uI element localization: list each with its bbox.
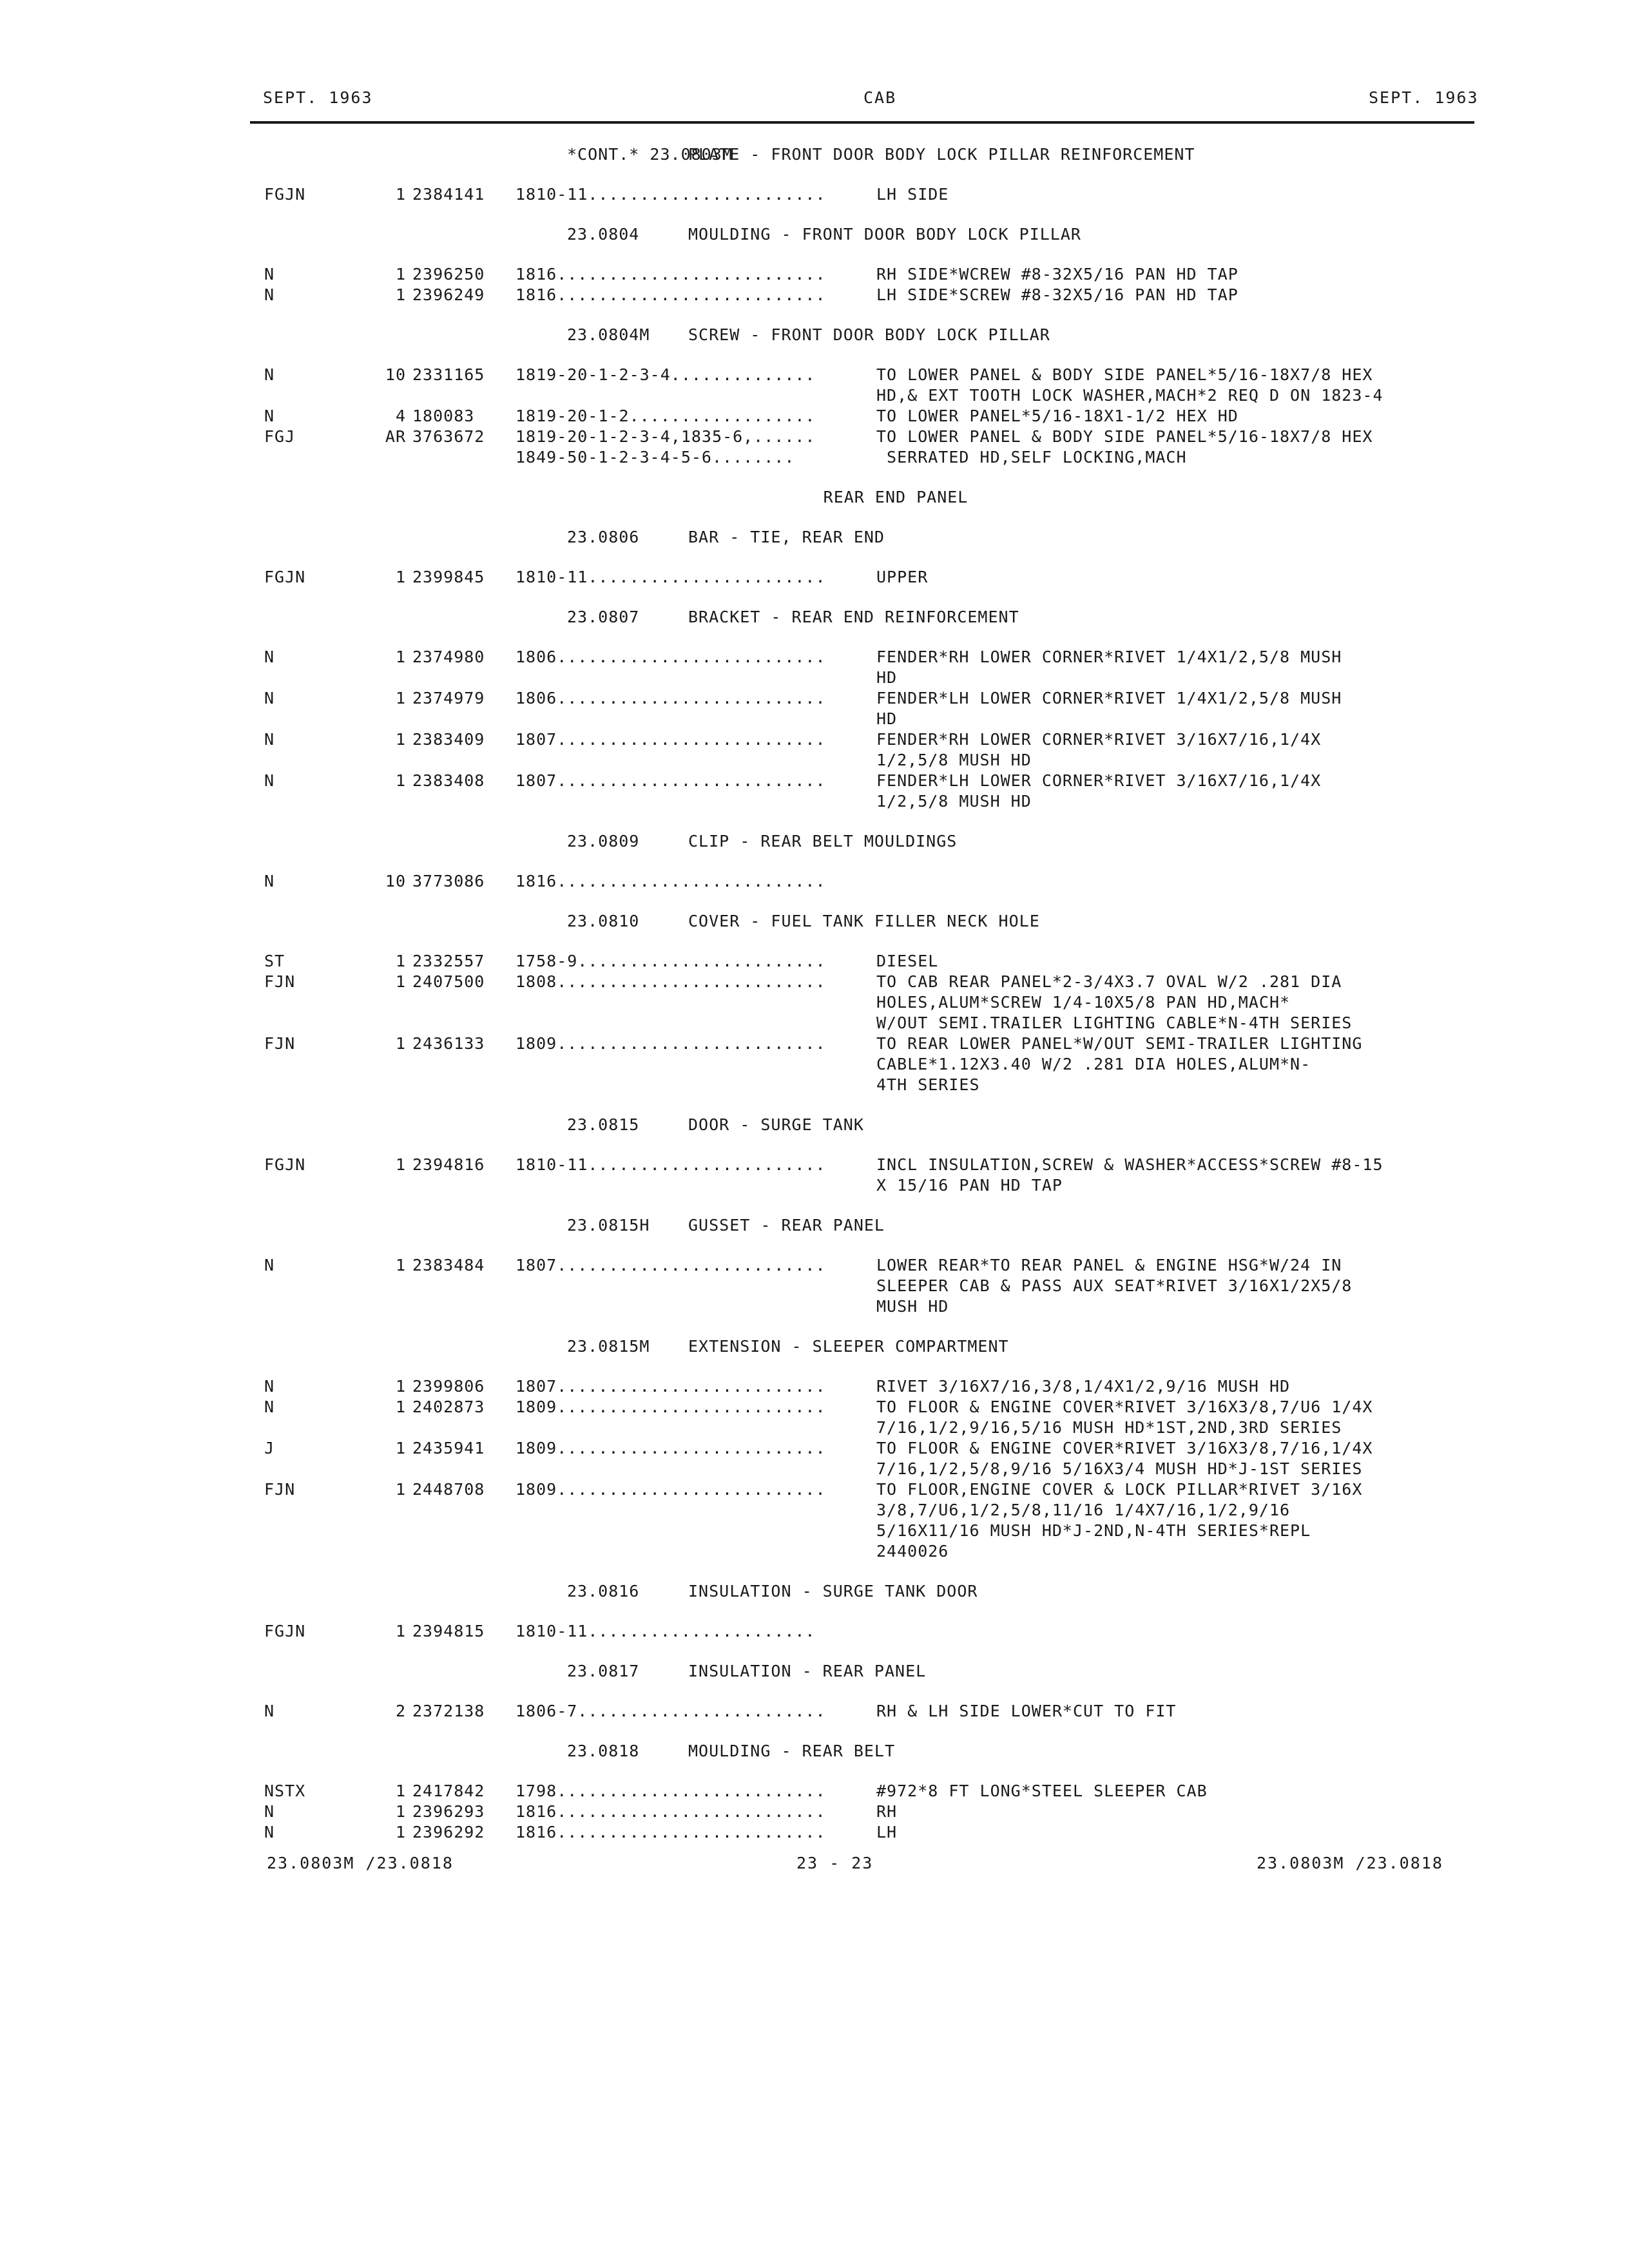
part-entry-line [0,184,1629,205]
parts-list [0,144,1629,1843]
model-reference: 1807.......................... [516,771,826,790]
part-description: LH [876,1823,898,1841]
quantity: 1 [395,1802,406,1821]
model-reference: 1807.......................... [516,1377,826,1396]
model-reference: 1810-11...................... [516,1622,816,1640]
section-heading [0,487,1629,508]
model-code: N [264,1802,275,1821]
section-heading [0,831,1629,852]
model-code: FGJN [264,185,306,204]
part-description: CABLE*1.12X3.40 W/2 .281 DIA HOLES,ALUM*N- [876,1055,1311,1073]
part-description: TO FLOOR & ENGINE COVER*RIVET 3/16X3/8,7/16,1/4X [876,1439,1373,1457]
model-reference: 1808.......................... [516,972,826,991]
section-heading [0,325,1629,345]
model-code: FJN [264,972,296,991]
quantity: 1 [395,1155,406,1174]
part-description: DIESEL [876,952,939,970]
model-reference: 1809.......................... [516,1398,826,1416]
footer-range-left: 23.0803M /23.0818 [267,1854,454,1872]
quantity: 1 [395,1782,406,1800]
part-description: HD [876,709,898,728]
part-description: TO FLOOR & ENGINE COVER*RIVET 3/16X3/8,7/U6 1/4X [876,1398,1373,1416]
part-description: 2440026 [876,1542,949,1561]
quantity: 1 [395,1439,406,1457]
section-title: CLIP - REAR BELT MOULDINGS [688,832,958,850]
part-number: 2394815 [412,1622,485,1640]
section-title: BAR - TIE, REAR END [688,528,885,546]
part-entry [0,688,1629,729]
part-entry-line [0,1822,1629,1843]
quantity: 10 [385,872,406,890]
model-reference: 1798.......................... [516,1782,826,1800]
model-code: N [264,730,275,749]
part-description: 3/8,7/U6,1/2,5/8,11/16 1/4X7/16,1/2,9/16 [876,1501,1291,1519]
section-heading [0,607,1629,628]
part-entry [0,365,1629,406]
part-entry-line [0,1802,1629,1822]
model-code: FGJ [264,427,296,446]
model-reference: 1810-11....................... [516,185,826,204]
section-code: 23.0815H [567,1216,650,1235]
part-description: FENDER*RH LOWER CORNER*RIVET 3/16X7/16,1/4X [876,730,1322,749]
part-number: 2374979 [412,689,485,707]
part-number: 180083 [412,407,475,425]
section-heading [0,527,1629,548]
part-entry-line [0,567,1629,588]
model-reference: 1807.......................... [516,730,826,749]
part-entry-line [0,791,1629,812]
part-description: MUSH HD [876,1297,949,1316]
part-description: LH SIDE [876,185,949,204]
model-reference: 1809.......................... [516,1034,826,1053]
part-entry-line [0,1033,1629,1054]
part-entry-line [0,951,1629,972]
part-entry-line [0,1701,1629,1722]
section-title: EXTENSION - SLEEPER COMPARTMENT [688,1337,1009,1356]
part-entry [0,1376,1629,1397]
part-description: FENDER*LH LOWER CORNER*RIVET 3/16X7/16,1/4X [876,771,1322,790]
quantity: 1 [395,771,406,790]
part-entry-line [0,1296,1629,1317]
part-entry [0,264,1629,285]
model-code: FGJN [264,568,306,586]
part-entry-line [0,1459,1629,1479]
part-entry-line [0,992,1629,1013]
model-code: N [264,265,275,284]
part-entry-line [0,871,1629,892]
part-entry-line [0,447,1629,468]
page-number: 23 - 23 [796,1854,874,1872]
part-entry [0,567,1629,588]
section-heading [0,144,1629,165]
part-entry-line [0,1075,1629,1095]
model-reference: 1816.......................... [516,265,826,284]
model-reference: 1816.......................... [516,1823,826,1841]
part-entry [0,1781,1629,1802]
quantity: 1 [395,1256,406,1274]
part-entry-line [0,1438,1629,1459]
part-entry-line [0,1521,1629,1541]
part-description: INCL INSULATION,SCREW & WASHER*ACCESS*SCREW #8-15 [876,1155,1383,1174]
part-description: SERRATED HD,SELF LOCKING,MACH [876,448,1187,466]
model-reference: 1819-20-1-2.................. [516,407,816,425]
part-entry-line [0,688,1629,709]
part-description: UPPER [876,568,929,586]
part-entry [0,184,1629,205]
header-rule [250,121,1474,124]
part-description: HOLES,ALUM*SCREW 1/4-10X5/8 PAN HD,MACH* [876,993,1291,1012]
part-description: TO LOWER PANEL & BODY SIDE PANEL*5/16-18X7/8 HEX [876,365,1373,384]
part-entry [0,972,1629,1033]
model-reference: 1806.......................... [516,689,826,707]
part-entry-line [0,1376,1629,1397]
model-code: FGJN [264,1622,306,1640]
part-description: 1/2,5/8 MUSH HD [876,792,1032,811]
part-description: RH [876,1802,898,1821]
model-code: ST [264,952,285,970]
model-code: N [264,1398,275,1416]
part-entry [0,1397,1629,1438]
quantity: 1 [395,1377,406,1396]
section-code: 23.0818 [567,1742,640,1760]
part-number: 2396249 [412,285,485,304]
part-number: 2436133 [412,1034,485,1053]
part-entry [0,1822,1629,1843]
section-title: BRACKET - REAR END REINFORCEMENT [688,608,1019,626]
section-heading [0,911,1629,932]
model-reference: 1816.......................... [516,1802,826,1821]
model-reference: 1806.......................... [516,648,826,666]
part-entry [0,406,1629,427]
section-code: 23.0807 [567,608,640,626]
model-code: N [264,648,275,666]
header-title: CAB [863,88,897,107]
quantity: 4 [395,407,406,425]
quantity: 1 [395,648,406,666]
part-description: TO LOWER PANEL & BODY SIDE PANEL*5/16-18X7/8 HEX [876,427,1373,446]
part-number: 2383408 [412,771,485,790]
part-description: 7/16,1/2,5/8,9/16 5/16X3/4 MUSH HD*J-1ST SERIES [876,1459,1363,1478]
part-entry [0,729,1629,771]
part-number: 2396292 [412,1823,485,1841]
part-entry [0,447,1629,468]
part-description: LOWER REAR*TO REAR PANEL & ENGINE HSG*W/24 IN [876,1256,1342,1274]
part-number: 2435941 [412,1439,485,1457]
model-code: N [264,407,275,425]
section-code: 23.0815M [567,1337,650,1356]
section-title: INSULATION - REAR PANEL [688,1662,927,1680]
part-description: X 15/16 PAN HD TAP [876,1176,1063,1195]
part-description: RIVET 3/16X7/16,3/8,1/4X1/2,9/16 MUSH HD [876,1377,1291,1396]
section-title: GUSSET - REAR PANEL [688,1216,885,1235]
model-code: J [264,1439,275,1457]
model-code: FJN [264,1480,296,1499]
header-date-left: SEPT. 1963 [263,88,373,107]
model-code: N [264,771,275,790]
part-entry-line [0,285,1629,305]
section-code: 23.0816 [567,1582,640,1600]
part-entry-line [0,972,1629,992]
model-reference: 1849-50-1-2-3-4-5-6........ [516,448,795,466]
section-title: PLATE - FRONT DOOR BODY LOCK PILLAR REINFORCEMENT [688,145,1195,164]
part-entry-line [0,771,1629,791]
model-reference: 1810-11....................... [516,1155,826,1174]
part-description: 5/16X11/16 MUSH HD*J-2ND,N-4TH SERIES*REPL [876,1521,1311,1540]
quantity: 1 [395,1034,406,1053]
quantity: 1 [395,1480,406,1499]
part-number: 2396250 [412,265,485,284]
section-title: INSULATION - SURGE TANK DOOR [688,1582,978,1600]
part-entry-line [0,1276,1629,1296]
model-reference: 1810-11....................... [516,568,826,586]
header-date-right: SEPT. 1963 [1369,88,1479,107]
quantity: 1 [395,1823,406,1841]
model-code: N [264,1702,275,1720]
part-entry-line [0,1621,1629,1642]
quantity: 1 [395,689,406,707]
quantity: 1 [395,568,406,586]
part-entry-line [0,1781,1629,1802]
part-entry-line [0,385,1629,406]
part-description: RH SIDE*WCREW #8-32X5/16 PAN HD TAP [876,265,1239,284]
model-code: N [264,872,275,890]
part-entry [0,1155,1629,1196]
quantity: 1 [395,285,406,304]
section-title: MOULDING - FRONT DOOR BODY LOCK PILLAR [688,225,1081,244]
part-description: HD,& EXT TOOTH LOCK WASHER,MACH*2 REQ D ON 1823-4 [876,386,1383,405]
part-number: 2448708 [412,1480,485,1499]
part-entry-line [0,264,1629,285]
part-number: 3773086 [412,872,485,890]
part-entry-line [0,1500,1629,1521]
model-reference: 1819-20-1-2-3-4.............. [516,365,816,384]
quantity: 1 [395,972,406,991]
model-reference: 1816.......................... [516,872,826,890]
part-entry-line [0,1397,1629,1418]
part-entry [0,771,1629,812]
part-number: 2399806 [412,1377,485,1396]
part-entry [0,1802,1629,1822]
part-entry-line [0,1479,1629,1500]
part-entry [0,1255,1629,1317]
part-entry-line [0,1054,1629,1075]
part-entry-line [0,1255,1629,1276]
part-entry-line [0,750,1629,771]
part-entry-line [0,1418,1629,1438]
section-heading [0,1215,1629,1236]
model-reference: 1816.......................... [516,285,826,304]
model-code: N [264,689,275,707]
part-entry-line [0,365,1629,385]
quantity: 2 [395,1702,406,1720]
part-number: 2331165 [412,365,485,384]
model-code: N [264,1256,275,1274]
section-heading [0,1741,1629,1762]
section-title: COVER - FUEL TANK FILLER NECK HOLE [688,912,1040,930]
part-number: 2394816 [412,1155,485,1174]
part-description: #972*8 FT LONG*STEEL SLEEPER CAB [876,1782,1208,1800]
part-entry-line [0,1175,1629,1196]
part-description: HD [876,668,898,687]
part-entry-line [0,709,1629,729]
model-code: FGJN [264,1155,306,1174]
model-reference: 1758-9........................ [516,952,826,970]
section-code: 23.0809 [567,832,640,850]
part-description: TO FLOOR,ENGINE COVER & LOCK PILLAR*RIVET 3/16X [876,1480,1363,1499]
model-reference: 1809.......................... [516,1480,826,1499]
model-code: NSTX [264,1782,306,1800]
model-reference: 1807.......................... [516,1256,826,1274]
part-entry [0,1438,1629,1479]
part-entry-line [0,668,1629,688]
part-description: 7/16,1/2,9/16,5/16 MUSH HD*1ST,2ND,3RD SERIES [876,1418,1342,1437]
part-entry [0,647,1629,688]
part-entry [0,1621,1629,1642]
part-description: TO REAR LOWER PANEL*W/OUT SEMI-TRAILER LIGHTING [876,1034,1363,1053]
section-code: 23.0810 [567,912,640,930]
part-description: RH & LH SIDE LOWER*CUT TO FIT [876,1702,1177,1720]
model-code: N [264,1377,275,1396]
part-entry [0,1701,1629,1722]
quantity: 1 [395,1398,406,1416]
part-description: TO CAB REAR PANEL*2-3/4X3.7 OVAL W/2 .281 DIA [876,972,1342,991]
part-entry-line [0,406,1629,427]
quantity: 1 [395,265,406,284]
section-code: *CONT.* 23.0803M [567,145,733,164]
model-code: N [264,1823,275,1841]
section-heading [0,1336,1629,1357]
part-description: W/OUT SEMI.TRAILER LIGHTING CABLE*N-4TH SERIES [876,1014,1353,1032]
section-code: 23.0817 [567,1662,640,1680]
part-number: 2399845 [412,568,485,586]
part-entry [0,427,1629,447]
quantity: AR [385,427,406,446]
section-title: MOULDING - REAR BELT [688,1742,896,1760]
part-entry-line [0,1013,1629,1033]
part-number: 2372138 [412,1702,485,1720]
quantity: 1 [395,730,406,749]
part-number: 2332557 [412,952,485,970]
section-heading [0,1661,1629,1682]
part-description: LH SIDE*SCREW #8-32X5/16 PAN HD TAP [876,285,1239,304]
quantity: 10 [385,365,406,384]
part-entry [0,1033,1629,1095]
part-entry-line [0,1541,1629,1562]
part-description: 4TH SERIES [876,1075,980,1094]
section-code: 23.0804M [567,325,650,344]
part-number: 2402873 [412,1398,485,1416]
model-code: N [264,365,275,384]
section-code: 23.0804 [567,225,640,244]
model-reference: 1809.......................... [516,1439,826,1457]
part-entry [0,871,1629,892]
part-number: 2417842 [412,1782,485,1800]
part-description: 1/2,5/8 MUSH HD [876,751,1032,769]
part-number: 2383484 [412,1256,485,1274]
model-code: FJN [264,1034,296,1053]
part-description: FENDER*RH LOWER CORNER*RIVET 1/4X1/2,5/8 MUSH [876,648,1342,666]
part-number: 2384141 [412,185,485,204]
section-heading [0,224,1629,245]
part-number: 2383409 [412,730,485,749]
part-entry-line [0,729,1629,750]
section-heading [0,1581,1629,1602]
part-entry [0,1479,1629,1562]
part-description: TO LOWER PANEL*5/16-18X1-1/2 HEX HD [876,407,1239,425]
section-code: 23.0806 [567,528,640,546]
part-description: FENDER*LH LOWER CORNER*RIVET 1/4X1/2,5/8 MUSH [876,689,1342,707]
part-entry [0,285,1629,305]
model-reference: 1819-20-1-2-3-4,1835-6,...... [516,427,816,446]
section-code: 23.0815 [567,1115,640,1134]
part-number: 2396293 [412,1802,485,1821]
part-number: 3763672 [412,427,485,446]
section-title: REAR END PANEL [823,488,969,506]
part-number: 2374980 [412,648,485,666]
quantity: 1 [395,952,406,970]
part-entry [0,951,1629,972]
part-entry-line [0,647,1629,668]
section-heading [0,1115,1629,1135]
quantity: 1 [395,185,406,204]
part-entry-line [0,427,1629,447]
model-reference: 1806-7........................ [516,1702,826,1720]
part-entry-line [0,1155,1629,1175]
footer-range-right: 23.0803M /23.0818 [1257,1854,1443,1872]
model-code: N [264,285,275,304]
section-title: DOOR - SURGE TANK [688,1115,864,1134]
part-number: 2407500 [412,972,485,991]
section-title: SCREW - FRONT DOOR BODY LOCK PILLAR [688,325,1050,344]
quantity: 1 [395,1622,406,1640]
part-description: SLEEPER CAB & PASS AUX SEAT*RIVET 3/16X1/2X5/8 [876,1276,1353,1295]
